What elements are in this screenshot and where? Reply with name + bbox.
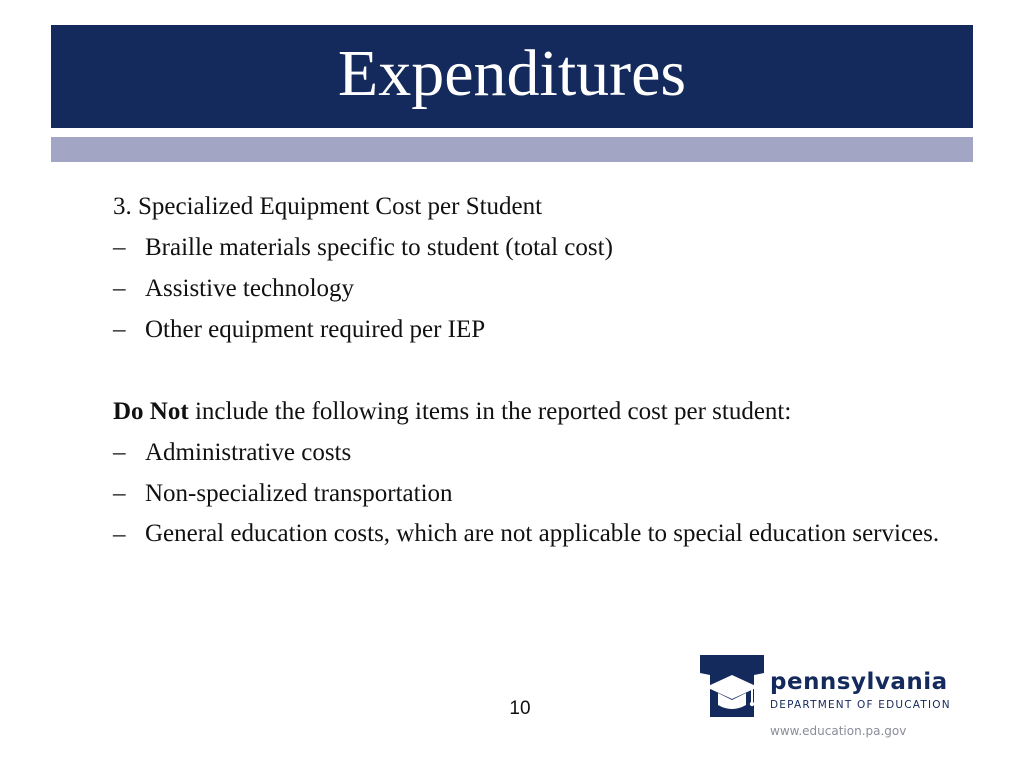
bullet-dash: – bbox=[113, 480, 126, 507]
keystone-mortarboard-icon bbox=[700, 655, 764, 719]
bullet-dash: – bbox=[113, 521, 126, 548]
title-bar bbox=[51, 25, 973, 128]
slide-body bbox=[113, 186, 963, 555]
list-item bbox=[113, 432, 963, 473]
bullet-dash: – bbox=[113, 275, 126, 302]
section-heading-exclusions bbox=[113, 391, 963, 432]
list-item-text: General education costs, which are not applicable to special education services. bbox=[145, 520, 940, 547]
bullet-dash: – bbox=[113, 234, 126, 261]
list-item bbox=[113, 268, 963, 309]
bullet-dash: – bbox=[113, 439, 126, 466]
list-item-text: Assistive technology bbox=[145, 275, 355, 302]
exclusions-heading-text: include the following items in the reported cost per student: bbox=[188, 398, 792, 425]
list-item bbox=[113, 473, 963, 514]
list-item bbox=[113, 309, 963, 350]
list-item-text: Administrative costs bbox=[145, 439, 352, 466]
logo-url: www.education.pa.gov bbox=[770, 724, 907, 738]
title-underline-bar bbox=[51, 137, 973, 162]
page-number: 10 bbox=[509, 698, 531, 719]
slide-title: Expenditures bbox=[337, 36, 687, 110]
bullet-dash: – bbox=[113, 316, 126, 343]
do-not-emphasis: Do Not bbox=[113, 398, 189, 425]
logo-department: DEPARTMENT OF EDUCATION bbox=[770, 699, 951, 711]
list-item-text: Braille materials specific to student (total cost) bbox=[145, 234, 613, 261]
section-heading-equipment: 3. Specialized Equipment Cost per Student bbox=[113, 193, 543, 220]
list-item bbox=[113, 514, 963, 555]
list-item bbox=[113, 227, 963, 268]
logo-name: pennsylvania bbox=[770, 669, 948, 695]
list-item-text: Other equipment required per IEP bbox=[145, 316, 486, 343]
spacer bbox=[113, 350, 963, 391]
list-item-text: Non-specialized transportation bbox=[145, 480, 453, 507]
